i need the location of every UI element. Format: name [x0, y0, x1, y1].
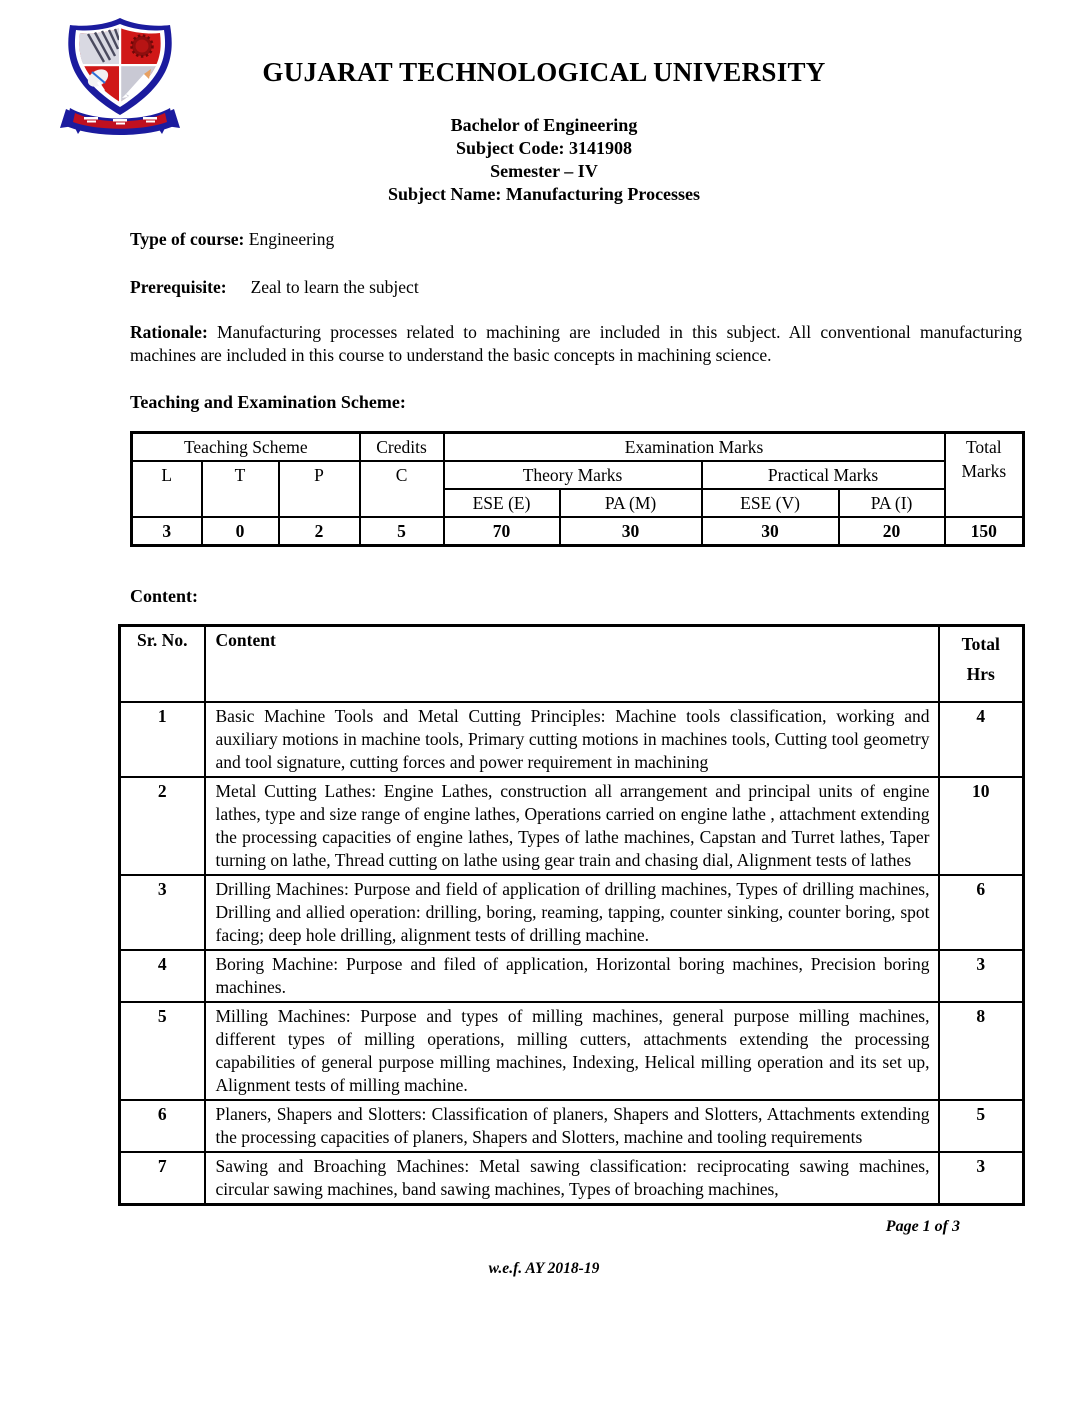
sr-no-cell: 5 — [120, 1002, 205, 1100]
content-cell: Drilling Machines: Purpose and field of application of drilling machines, Types of drilling machines, Drilling and allied operation: drilling, boring, reaming, tapping, counter sinking, counter boring, spot facing; deep hole drilling, alignment tests of drilling machine. — [205, 875, 939, 950]
hours-cell: 5 — [939, 1100, 1024, 1152]
content-cell: Planers, Shapers and Slotters: Classification of planers, Shapers and Slotters, Attachments extending the processing capacities of planers, Shapers and Slotters, machine and tooling requirements — [205, 1100, 939, 1152]
credit-header-cell: C — [360, 461, 444, 517]
gtu-crest-icon — [58, 16, 182, 142]
content-heading: Content: — [130, 586, 198, 606]
content-row-4 — [120, 950, 1024, 1002]
sr-no-cell: 7 — [120, 1152, 205, 1205]
content-column-header: Content — [205, 626, 939, 702]
practical-header-cell: P — [279, 461, 360, 517]
lecture-header-cell: L — [132, 461, 202, 517]
hours-cell: 8 — [939, 1002, 1024, 1100]
total-marks-header-cell: Total Marks — [945, 433, 1024, 518]
sr-no-cell: 2 — [120, 777, 205, 875]
document-body — [0, 228, 1088, 1206]
teaching-examination-scheme-table — [130, 431, 1025, 547]
content-cell: Sawing and Broaching Machines: Metal sawing classification: reciprocating sawing machines, circular sawing machines, band sawing machines, Types of broaching machines, — [205, 1152, 939, 1205]
credit-value-cell: 5 — [360, 517, 444, 546]
sr-no-cell: 1 — [120, 702, 205, 777]
semester-line: Semester – IV — [490, 161, 598, 181]
ese-e-value-cell: 70 — [444, 517, 560, 546]
subject-code-line: Subject Code: 3141908 — [456, 138, 632, 158]
content-cell: Basic Machine Tools and Metal Cutting Principles: Machine tools classification, working and auxiliary motions in machine tools, Primary cutting motions in machines tools, Cutting tool geometry and tool signature, cutting forces and power requirement in machining — [205, 702, 939, 777]
sr-no-cell: 3 — [120, 875, 205, 950]
content-row-1 — [120, 702, 1024, 777]
teaching-scheme-heading: Teaching and Examination Scheme: — [130, 392, 406, 412]
sr-no-column-header: Sr. No. — [120, 626, 205, 702]
content-row-5 — [120, 1002, 1024, 1100]
content-table — [118, 624, 1025, 1206]
effective-from-note: w.e.f. AY 2018-19 — [488, 1260, 600, 1277]
type-of-course-label: Type of course: — [130, 229, 245, 249]
hours-cell: 4 — [939, 702, 1024, 777]
rationale-label: Rationale: — [130, 322, 208, 342]
ese-v-value-cell: 30 — [702, 517, 839, 546]
type-of-course-line — [130, 228, 1022, 251]
content-table-header-row — [120, 626, 1024, 702]
rationale-paragraph — [130, 321, 1022, 367]
hours-cell: 6 — [939, 875, 1024, 950]
content-cell: Metal Cutting Lathes: Engine Lathes, construction all arrangement and principal units of engine lathes, type and size range of engine lathes, Operations carried on engine lathe , attachment extending the processing capacities of engine lathes, Types of lathe machines, Capstan and Turret lathes, Taper turning on lathe, Thread cutting on lathe using gear train and chasing dial, Alignment tests of lathes — [205, 777, 939, 875]
examination-marks-header-cell: Examination Marks — [444, 433, 945, 462]
university-title: GUJARAT TECHNOLOGICAL UNIVERSITY — [262, 57, 826, 87]
prerequisite-line — [130, 276, 1022, 299]
content-row-6 — [120, 1100, 1024, 1152]
tutorial-value-cell: 0 — [202, 517, 279, 546]
teaching-scheme-header-cell: Teaching Scheme — [132, 433, 360, 462]
prerequisite-label: Prerequisite: — [130, 277, 227, 297]
content-row-3 — [120, 875, 1024, 950]
content-row-2 — [120, 777, 1024, 875]
pa-i-value-cell: 20 — [839, 517, 945, 546]
content-row-7 — [120, 1152, 1024, 1205]
total-marks-value-cell: 150 — [945, 517, 1024, 546]
pa-m-header-cell: PA (M) — [560, 489, 702, 517]
pa-i-header-cell: PA (I) — [839, 489, 945, 517]
total-hrs-column-header: Total Hrs — [939, 626, 1024, 702]
prerequisite-value: Zeal to learn the subject — [250, 277, 419, 297]
sr-no-cell: 6 — [120, 1100, 205, 1152]
subject-name-line: Subject Name: Manufacturing Processes — [387, 184, 701, 204]
tutorial-header-cell: T — [202, 461, 279, 517]
practical-marks-header-cell: Practical Marks — [702, 461, 945, 489]
credits-header-cell: Credits — [360, 433, 444, 462]
ese-e-header-cell: ESE (E) — [444, 489, 560, 517]
gtu-logo — [58, 16, 182, 142]
theory-marks-header-cell: Theory Marks — [444, 461, 702, 489]
sr-no-cell: 4 — [120, 950, 205, 1002]
pa-m-value-cell: 30 — [560, 517, 702, 546]
ese-v-header-cell: ESE (V) — [702, 489, 839, 517]
degree-line: Bachelor of Engineering — [450, 115, 638, 135]
rationale-text: Manufacturing processes related to machining are included in this subject. All conventional manufacturing machines are included in this course to understand the basic concepts in machining science. — [130, 322, 1022, 365]
hours-cell: 10 — [939, 777, 1024, 875]
content-cell: Milling Machines: Purpose and types of milling machines, general purpose milling machines, different types of milling operations, milling cutters, attachments extending the processing capabilities of general purpose milling machines, Indexing, Helical milling operation and its set up, Alignment tests of milling machine. — [205, 1002, 939, 1100]
type-of-course-value: Engineering — [248, 229, 335, 249]
lecture-value-cell: 3 — [132, 517, 202, 546]
page-number: Page 1 of 3 — [885, 1218, 960, 1235]
content-cell: Boring Machine: Purpose and filed of application, Horizontal boring machines, Precision boring machines. — [205, 950, 939, 1002]
hours-cell: 3 — [939, 1152, 1024, 1205]
hours-cell: 3 — [939, 950, 1024, 1002]
practical-value-cell: 2 — [279, 517, 360, 546]
